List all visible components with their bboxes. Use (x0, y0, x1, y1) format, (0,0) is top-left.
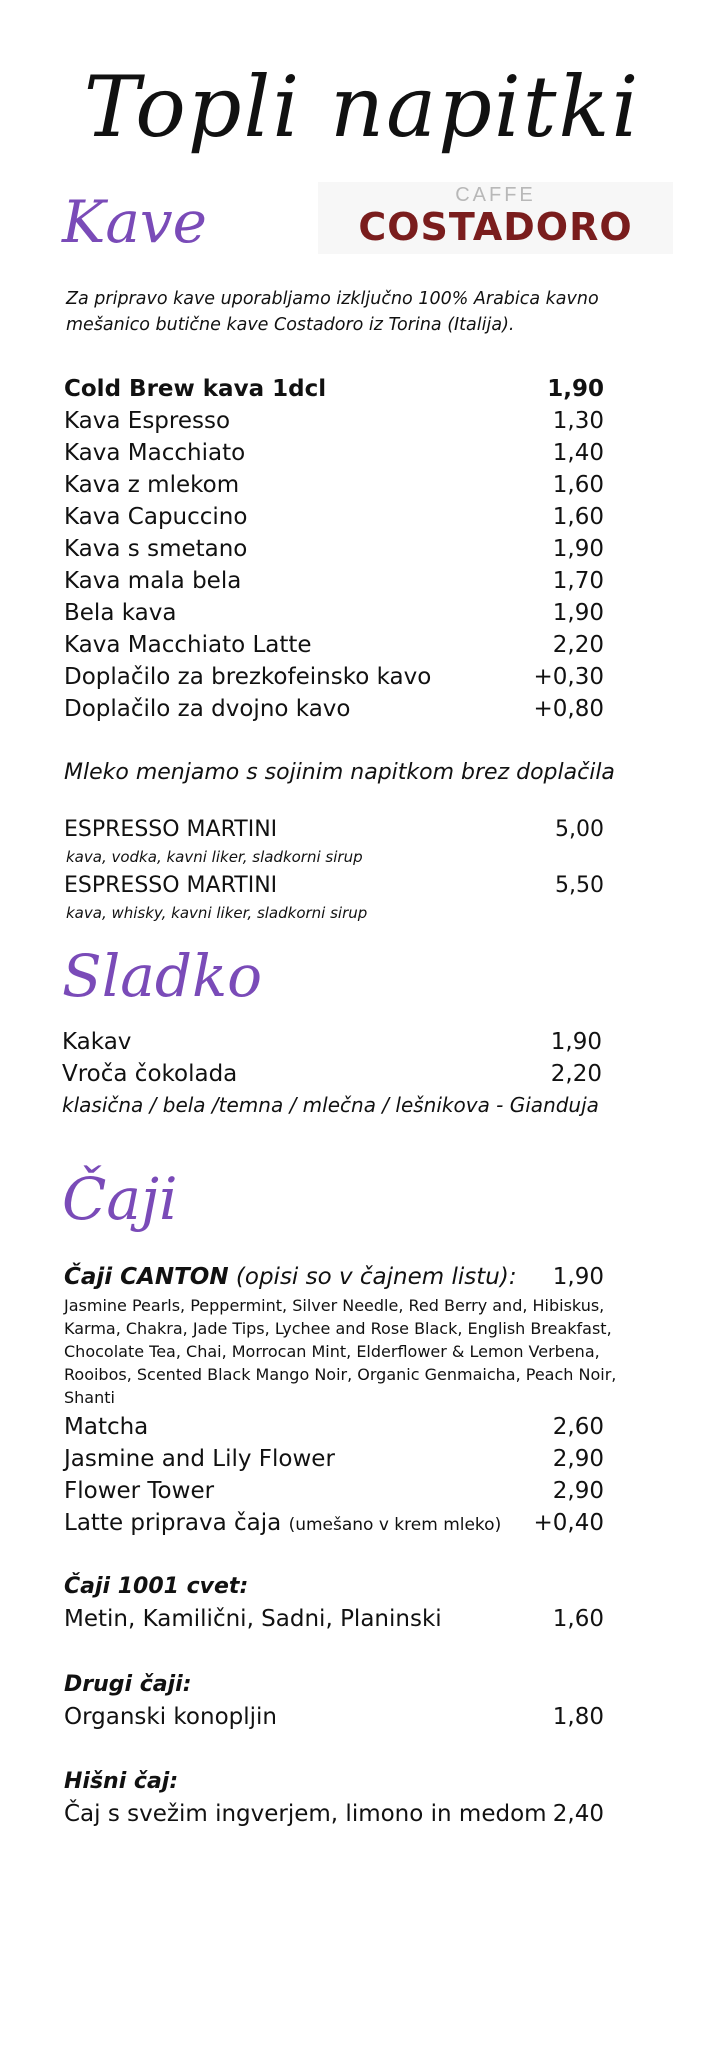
item-price: 1,60 (552, 504, 604, 530)
section-title-caji: Čaji (62, 1165, 178, 1233)
item-name: Čaji CANTON (64, 1264, 229, 1290)
item-price: 1,90 (552, 600, 604, 626)
menu-item (64, 1444, 604, 1474)
tea-list: Jasmine Pearls, Peppermint, Silver Needle, Red Berry and, Hibiskus, Karma, Chakra, Jade Tips, Lychee and Rose Black, English Breakfast, Chocolate Tea, Chai, Morrocan Mint, Elderflower & Lemon Verbena, Rooibos, Scented Black Mango Noir, Organic Genmaicha, Peach Noir, Shanti (64, 1296, 617, 1407)
milk-note: Mleko menjamo s sojinim napitkom brez doplačila (64, 760, 615, 785)
item-price: 2,90 (552, 1446, 604, 1472)
item-name: Metin, Kamilični, Sadni, Planinski (64, 1606, 442, 1632)
subsection-heading: Čaji 1001 cvet: (64, 1574, 249, 1599)
item-name: Matcha (64, 1414, 149, 1440)
logo-brand-text: COSTADORO (358, 205, 633, 249)
item-price: +0,40 (533, 1510, 604, 1536)
item-price: 1,90 (550, 1029, 602, 1055)
menu-item (64, 534, 604, 564)
menu-item (64, 438, 604, 468)
item-name: Latte priprava čaja (64, 1510, 282, 1536)
item-price: 1,30 (552, 408, 604, 434)
item-name: ESPRESSO MARTINI (64, 817, 278, 842)
costadoro-logo (318, 182, 673, 254)
item-name: ESPRESSO MARTINI (64, 873, 278, 898)
page-title: Topli napitki (83, 58, 641, 156)
item-name: Kava z mlekom (64, 472, 240, 498)
menu-item (64, 630, 604, 660)
menu-item (64, 815, 604, 845)
coffee-intro: Za pripravo kave uporabljamo izključno 100% Arabica kavno mešanico butične kave Costadoro iz Torina (Italija). (66, 289, 599, 335)
item-name: Kava Macchiato (64, 440, 246, 466)
item-price: 1,90 (552, 536, 604, 562)
item-name: Organski konopljin (64, 1704, 277, 1730)
item-name: Kava s smetano (64, 536, 248, 562)
item-price: 2,90 (552, 1478, 604, 1504)
subsection-heading: Drugi čaji: (64, 1672, 192, 1697)
item-price: 5,50 (555, 873, 604, 898)
logo-caffe-text: CAFFE (455, 184, 536, 206)
item-name: Jasmine and Lily Flower (64, 1446, 335, 1472)
item-price: 2,40 (552, 1801, 604, 1827)
item-price: 1,60 (552, 1606, 604, 1632)
chocolate-variants: klasična / bela /temna / mlečna / lešnikova - Gianduja (62, 1093, 599, 1117)
menu-item (62, 1027, 602, 1057)
item-name: Doplačilo za brezkofeinsko kavo (64, 664, 432, 690)
item-note: (opisi so v čajnem listu): (235, 1264, 517, 1290)
menu-item (64, 1799, 604, 1829)
item-description: kava, vodka, kavni liker, sladkorni sirup (66, 848, 363, 866)
item-price: 2,20 (550, 1061, 602, 1087)
menu-item (64, 871, 604, 901)
section-title-kave: Kave (62, 188, 207, 256)
item-note: (umešano v krem mleko) (288, 1515, 502, 1535)
item-price: 2,20 (552, 632, 604, 658)
item-name: Čaj s svežim ingverjem, limono in medom (64, 1801, 547, 1827)
item-price: 2,60 (552, 1414, 604, 1440)
menu-item (64, 406, 604, 436)
menu-item (64, 1702, 604, 1732)
item-price: 5,00 (555, 817, 604, 842)
item-price: 1,70 (552, 568, 604, 594)
item-name: Kakav (62, 1029, 132, 1055)
menu-item (64, 1412, 604, 1442)
item-price: 1,80 (552, 1704, 604, 1730)
item-name: Kava Espresso (64, 408, 231, 434)
menu-item (64, 502, 604, 532)
menu-item (64, 694, 604, 724)
menu-item (64, 1476, 604, 1506)
menu-item (64, 1262, 604, 1292)
item-price: 1,90 (547, 376, 604, 402)
menu-item (64, 1604, 604, 1634)
menu-item (64, 1508, 604, 1540)
item-price: 1,40 (552, 440, 604, 466)
item-price: +0,80 (533, 696, 604, 722)
item-name: Kava mala bela (64, 568, 242, 594)
item-name: Doplačilo za dvojno kavo (64, 696, 351, 722)
menu-item (64, 566, 604, 596)
section-title-sladko: Sladko (62, 942, 263, 1010)
menu-item (62, 1059, 602, 1089)
item-name: Flower Tower (64, 1478, 215, 1504)
item-name: Bela kava (64, 600, 177, 626)
item-name: Vroča čokolada (62, 1061, 238, 1087)
menu-item (64, 374, 604, 404)
item-price: 1,90 (552, 1264, 604, 1290)
menu-item (64, 662, 604, 692)
item-name: Kava Macchiato Latte (64, 632, 312, 658)
subsection-heading: Hišni čaj: (64, 1769, 179, 1794)
item-name: Kava Capuccino (64, 504, 248, 530)
menu-item (64, 470, 604, 500)
item-description: kava, whisky, kavni liker, sladkorni sirup (66, 904, 368, 922)
item-name: Cold Brew kava 1dcl (64, 376, 327, 402)
item-price: +0,30 (533, 664, 604, 690)
item-price: 1,60 (552, 472, 604, 498)
menu-item (64, 598, 604, 628)
